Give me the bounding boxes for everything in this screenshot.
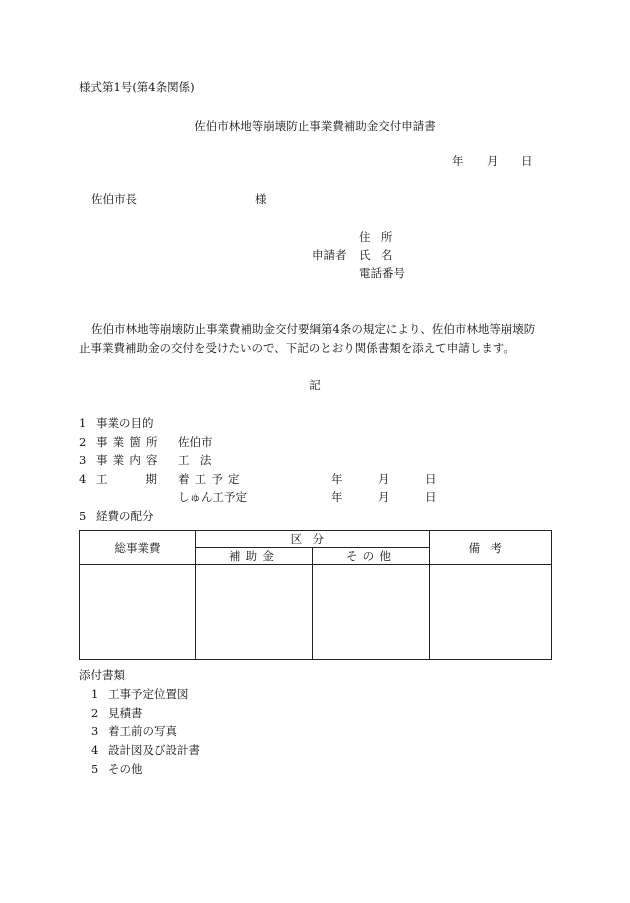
item-2-label: 事業箇所 — [96, 435, 163, 449]
attachment-4-num: 4 — [91, 743, 99, 757]
attachment-3-num: 3 — [91, 724, 99, 738]
attachment-1-text: 工事予定位置図 — [108, 687, 189, 701]
attachment-5-num: 5 — [91, 762, 99, 776]
cost-subsidy-header — [196, 548, 313, 565]
addressee-honorific: 様 — [255, 192, 267, 206]
applicant-phone-label: 電話番号 — [359, 266, 405, 280]
attachments-title: 添付書類 — [79, 668, 125, 682]
schedule-start-label: 着工予定 — [178, 472, 245, 486]
cost-total-cell[interactable] — [80, 565, 196, 660]
form-number: 様式第1号(第4条関係) — [79, 80, 195, 94]
date-year: 年 — [452, 154, 464, 168]
applicant-address-label: 住所 — [359, 230, 403, 244]
item-5-num: 5 — [79, 509, 87, 523]
document-title: 佐伯市林地等崩壊防止事業費補助金交付申請書 — [194, 119, 436, 133]
item-3-label: 事業内容 — [96, 453, 163, 467]
item-5-label: 経費の配分 — [96, 509, 154, 523]
item-3-value: 工法 — [178, 453, 222, 467]
cost-total-label: 総事業費 — [114, 540, 161, 555]
cost-remarks-label: 備考 — [468, 540, 513, 555]
body-line-1: 佐伯市林地等崩壊防止事業費補助金交付要綱第4条の規定により、佐伯市林地等崩壊防 — [91, 322, 536, 336]
cost-subsidy-label: 補助金 — [228, 549, 280, 564]
applicant-label: 申請者 — [312, 248, 347, 262]
schedule-end-day: 日 — [425, 490, 437, 504]
cost-subsidy-cell[interactable] — [196, 565, 313, 660]
cost-allocation-table — [79, 530, 552, 660]
item-2-num: 2 — [79, 435, 87, 449]
cost-category-header — [196, 531, 430, 548]
cost-total-header — [80, 531, 196, 565]
item-1-label: 事業の目的 — [96, 416, 154, 430]
cost-remarks-header — [430, 531, 552, 565]
attachment-1-num: 1 — [91, 687, 99, 701]
item-4-num: 4 — [79, 472, 87, 486]
schedule-start-year: 年 — [331, 472, 343, 486]
date-day: 日 — [521, 154, 533, 168]
item-4-label: 工期 — [96, 472, 195, 486]
schedule-start-day: 日 — [425, 472, 437, 486]
cost-other-label: その他 — [345, 549, 397, 564]
addressee-name: 佐伯市長 — [91, 192, 137, 206]
schedule-start-month: 月 — [378, 472, 390, 486]
schedule-end-year: 年 — [331, 490, 343, 504]
item-1-num: 1 — [79, 416, 87, 430]
item-3-num: 3 — [79, 453, 87, 467]
schedule-end-month: 月 — [378, 490, 390, 504]
date-month: 月 — [487, 154, 499, 168]
ki-heading: 記 — [309, 378, 321, 392]
body-line-2: 止事業費補助金の交付を受けたいので、下記のとおり関係書類を添えて申請します。 — [79, 341, 515, 355]
attachment-4-text: 設計図及び設計書 — [108, 743, 200, 757]
cost-category-label: 区分 — [290, 532, 335, 547]
attachment-3-text: 着工前の写真 — [108, 724, 177, 738]
attachment-2-num: 2 — [91, 706, 99, 720]
applicant-name-label: 氏名 — [359, 248, 403, 262]
cost-remarks-cell[interactable] — [430, 565, 552, 660]
attachment-2-text: 見積書 — [108, 706, 143, 720]
attachment-5-text: その他 — [108, 762, 143, 776]
item-2-value: 佐伯市 — [178, 435, 213, 449]
cost-other-cell[interactable] — [313, 565, 430, 660]
cost-other-header — [313, 548, 430, 565]
schedule-end-label: しゅん工予定 — [178, 490, 247, 504]
